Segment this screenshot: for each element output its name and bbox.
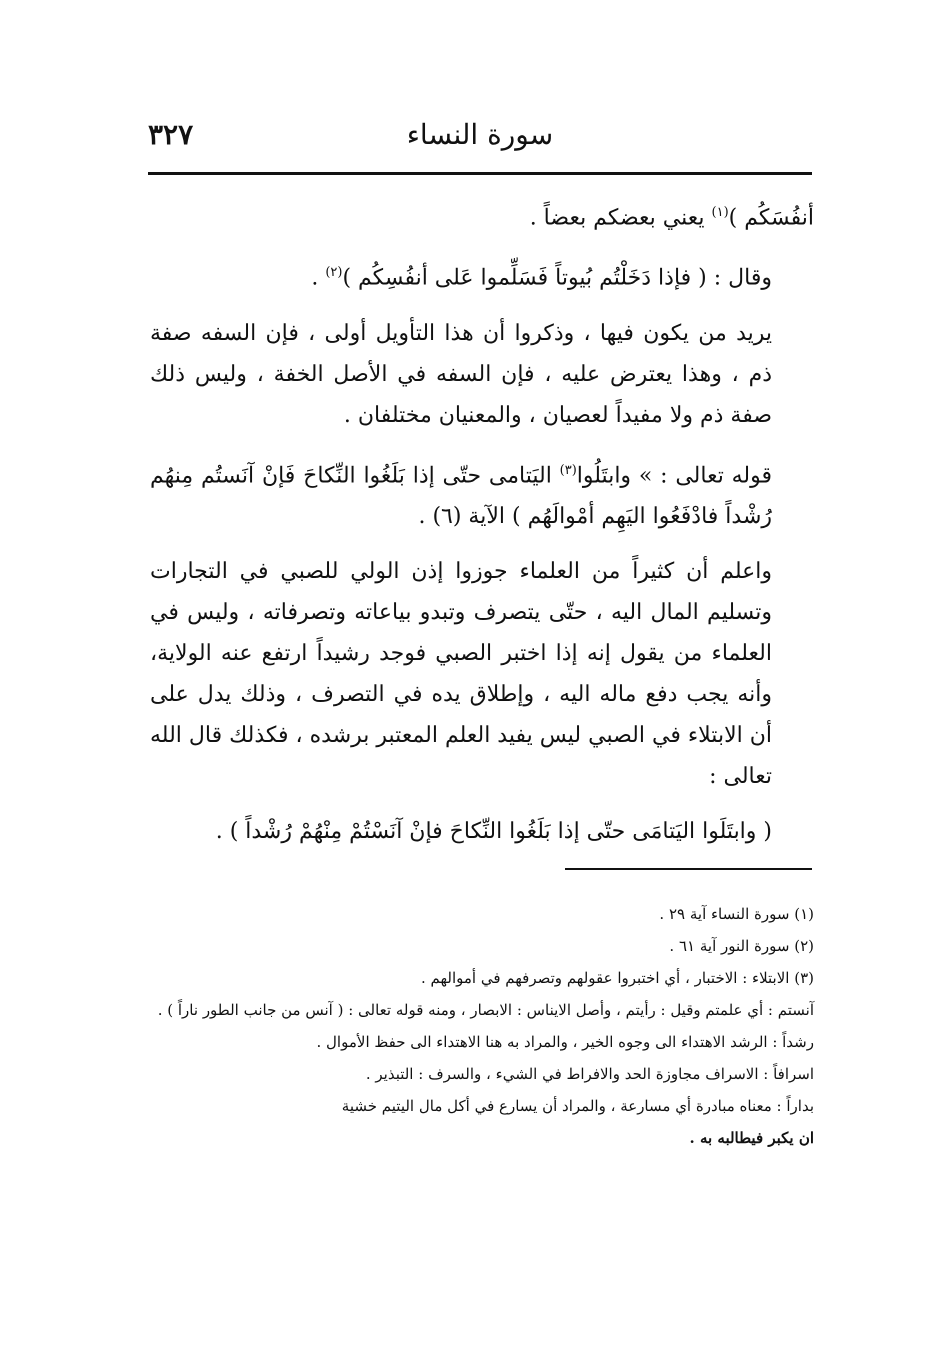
footnote-ref-1: (١): [711, 205, 729, 220]
paragraph-5: واعلم أن كثيراً من العلماء جوزوا إذن الولي للصبي في التجارات وتسليم المال اليه ، حتّى يتصرف وتبدو بياعاته وتصرفاته ، وليس في العلماء من يقول إنه إذا اختبر الصبي فوجد رشيداً ارتفع عنه الولاية، وأنه يجب دفع ماله اليه ، وإطلاق يده في التصرف ، وذلك يدل على أن الابتلاء في الصبي ليس يفيد العلم المعتبر برشده ، فكذلك قال الله تعالى :: [150, 558, 772, 789]
footnote-rule: [565, 868, 812, 870]
text-segment: .: [311, 265, 326, 291]
page-header: [148, 112, 812, 160]
footnote-ref-3: (٣): [559, 462, 577, 478]
paragraph-6: ( وابتَلَوا اليَتامَى حتّى إذا بَلَغُوا النِّكاحَ فإنْ آنَسْتُمْ مِنْهُمْ رُشْداً ) .: [215, 818, 772, 844]
text-line-2: [150, 252, 814, 298]
footnote-7: بداراً : معناه مبادرة أي مسارعة ، والمراد أن يسارع في أكل مال اليتيم خشية: [341, 1097, 814, 1115]
main-text: [150, 192, 814, 852]
text-segment: يعني بعضكم بعضاً .: [529, 205, 712, 231]
page-number: ٣٢٧: [148, 118, 194, 151]
paragraph-3: يريد من يكون فيها ، وذكروا أن هذا التأويل أولى ، فإن السفه صفة ذم ، وهذا يعترض عليه ، فإن السفه في الأصل الخفة ، وليس ذلك صفة ذم ولا مفيداً لعصيان ، والمعنيان مختلفان .: [150, 320, 772, 428]
paragraph-4: [150, 450, 814, 537]
footnote-2: (٢) سورة النور آية ٦١ .: [669, 937, 814, 955]
footnote-4: آنستم : أي علمتم وقيل : رأيتم ، وأصل الايناس : الابصار ، ومنه قوله تعالى : ( آنس من جانب الطور ناراً ) .: [157, 1001, 814, 1019]
text-segment: اليَتامى حتّى إذا بَلَغُوا النِّكاحَ فَإنْ آنَستُم مِنهُم رُشْداً فادْفَعُوا اليَهِم أمْوالَهُم ) الآية (٦) .: [150, 462, 772, 529]
footnote-5: رشداً : الرشد الاهتداء الى وجوه الخير ، والمراد به هنا الاهتداء الى حفظ الأموال .: [316, 1033, 814, 1051]
text-segment: أنفُسَكُم ): [728, 205, 814, 231]
surah-title: سورة النساء: [406, 118, 554, 151]
text-segment: قوله تعالى : » وابتَلُوا: [576, 462, 772, 488]
footnote-8: ان يكبر فيطالبه به .: [689, 1129, 814, 1147]
footnote-1: (١) سورة النساء آية ٢٩ .: [659, 905, 814, 923]
footnote-3: (٣) الابتلاء : الاختبار ، أي اختبروا عقولهم وتصرفهم في أموالهم .: [420, 969, 814, 987]
header-rule: [148, 172, 812, 175]
footnote-6: اسرافاً : الاسراف مجاوزة الحد والافراط في الشيء ، والسرف : التبذير .: [365, 1065, 814, 1083]
text-segment: وقال : ( فإذا دَخَلْتُم بُيوتاً فَسَلِّموا عَلى أنفُسِكُم ): [342, 265, 772, 291]
footnotes: [150, 898, 814, 1154]
footnote-ref-2: (٢): [325, 265, 343, 281]
text-line-1: [150, 192, 814, 238]
